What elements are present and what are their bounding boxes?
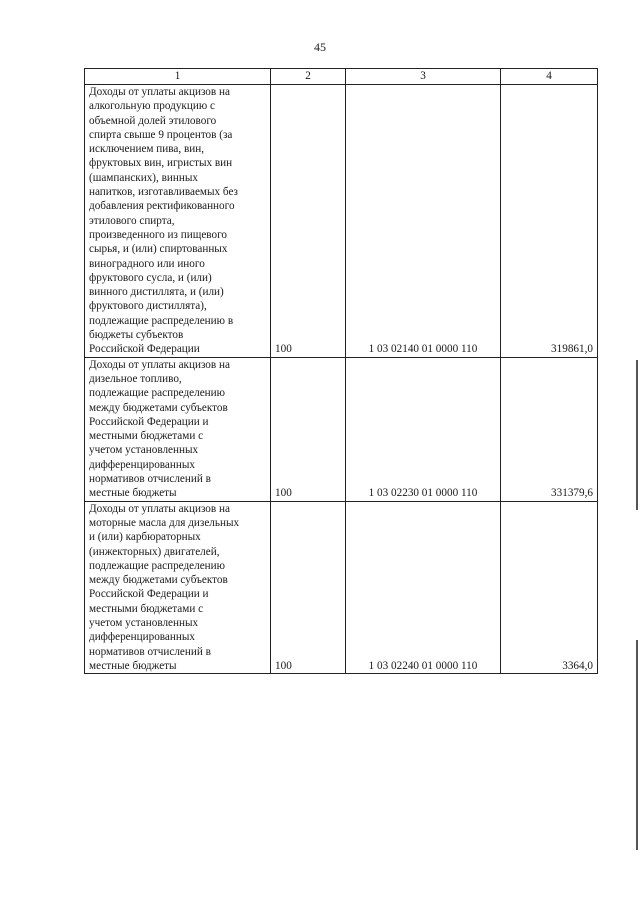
description-line: исключением пива, вин, bbox=[89, 143, 205, 156]
description-line: дизельное топливо, bbox=[89, 372, 182, 385]
description-line: (шампанских), винных bbox=[89, 171, 198, 184]
description-line: напитков, изготавливаемых без bbox=[89, 186, 238, 199]
description-line: Российской Федерации и bbox=[89, 415, 209, 428]
description-line: местными бюджетами с bbox=[89, 602, 204, 615]
description-line: этилового спирта, bbox=[89, 214, 175, 227]
description-line: винного дистиллята, и (или) bbox=[89, 286, 224, 299]
admin-code: 100 bbox=[271, 357, 346, 501]
classification-code: 1 03 02240 01 0000 110 bbox=[346, 501, 501, 674]
classification-code: 1 03 02230 01 0000 110 bbox=[346, 357, 501, 501]
header-col-4: 4 bbox=[501, 69, 598, 85]
description-line: Доходы от уплаты акцизов на bbox=[89, 86, 230, 98]
table-body bbox=[85, 85, 598, 674]
description-line: (инжекторных) двигателей, bbox=[89, 545, 220, 558]
description-line: объемной долей этилового bbox=[89, 114, 217, 127]
description-line: нормативов отчислений в bbox=[89, 473, 211, 486]
description-line: фруктового сусла, и (или) bbox=[89, 271, 212, 284]
amount: 3364,0 bbox=[501, 501, 598, 674]
description-line: произведенного из пищевого bbox=[89, 228, 228, 241]
description-line: добавления ректификованного bbox=[89, 200, 235, 213]
description-line: бюджеты субъектов bbox=[89, 329, 184, 342]
revenue-description bbox=[85, 357, 271, 501]
description-line: Российской Федерации и bbox=[89, 588, 209, 601]
description-line: виноградного или иного bbox=[89, 257, 205, 270]
description-line: подлежащие распределению bbox=[89, 559, 226, 572]
revenue-description bbox=[85, 85, 271, 358]
description-line: между бюджетами субъектов bbox=[89, 401, 228, 414]
admin-code: 100 bbox=[271, 85, 346, 358]
description-line: учетом установленных bbox=[89, 616, 199, 629]
table-row bbox=[85, 501, 598, 674]
amount: 331379,6 bbox=[501, 357, 598, 501]
description-line: местные бюджеты bbox=[89, 487, 177, 500]
amount: 319861,0 bbox=[501, 85, 598, 358]
table-row bbox=[85, 357, 598, 501]
description-line: фруктового дистиллята), bbox=[89, 300, 207, 313]
description-line: местными бюджетами с bbox=[89, 430, 204, 443]
description-line: нормативов отчислений в bbox=[89, 645, 211, 658]
header-col-3: 3 bbox=[346, 69, 501, 85]
scan-edge-mark bbox=[636, 640, 638, 850]
table-row bbox=[85, 85, 598, 358]
description-line: Доходы от уплаты акцизов на bbox=[89, 502, 230, 515]
description-line: подлежащие распределению bbox=[89, 387, 226, 400]
description-line: алкогольную продукцию с bbox=[89, 100, 215, 113]
revenue-description bbox=[85, 501, 271, 674]
description-line: местные бюджеты bbox=[89, 659, 177, 672]
description-line: Доходы от уплаты акцизов на bbox=[89, 358, 230, 371]
description-line: спирта свыше 9 процентов (за bbox=[89, 128, 233, 141]
description-line: и (или) карбюраторных bbox=[89, 531, 201, 544]
description-line: подлежащие распределению в bbox=[89, 314, 234, 327]
description-line: сырья, и (или) спиртованных bbox=[89, 243, 228, 256]
description-line: Российской Федерации bbox=[89, 343, 200, 356]
page-number: 45 bbox=[314, 40, 326, 54]
description-line: дифференцированных bbox=[89, 458, 195, 471]
header-col-2: 2 bbox=[271, 69, 346, 85]
admin-code: 100 bbox=[271, 501, 346, 674]
header-col-1: 1 bbox=[85, 69, 271, 85]
description-line: фруктовых вин, игристых вин bbox=[89, 157, 233, 170]
scan-edge-mark bbox=[636, 360, 638, 510]
revenue-table bbox=[84, 68, 598, 674]
table-header-row bbox=[85, 69, 598, 85]
description-line: моторные масла для дизельных bbox=[89, 516, 240, 529]
description-line: дифференцированных bbox=[89, 631, 195, 644]
description-line: между бюджетами субъектов bbox=[89, 574, 228, 587]
classification-code: 1 03 02140 01 0000 110 bbox=[346, 85, 501, 358]
description-line: учетом установленных bbox=[89, 444, 199, 457]
